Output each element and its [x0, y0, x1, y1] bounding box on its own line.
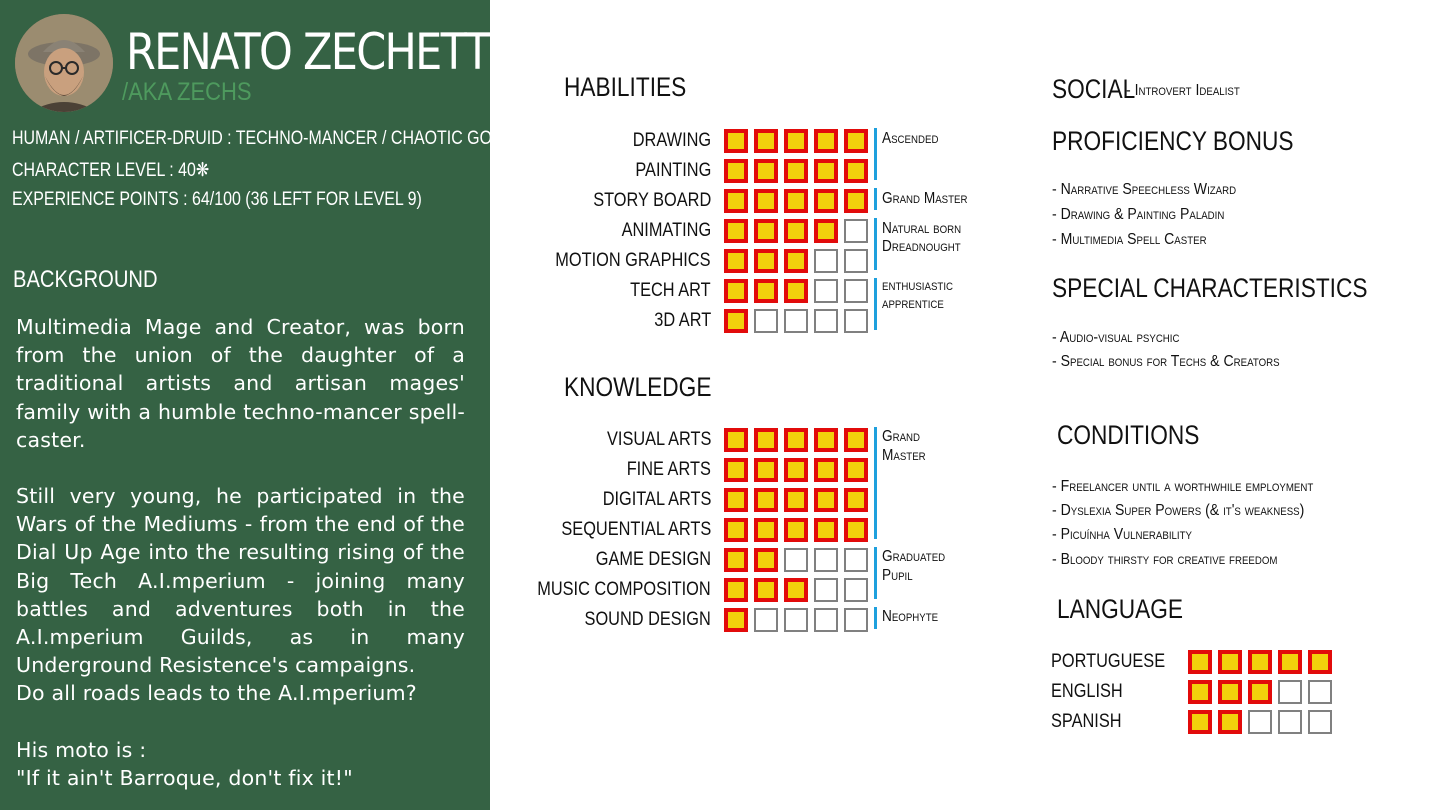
- social-value: - Introvert Idealist: [1126, 82, 1240, 99]
- rating-box-filled: [844, 458, 868, 482]
- language-label: SPANISH: [1051, 711, 1122, 732]
- rating-box-filled: [1188, 650, 1212, 674]
- rating-box-filled: [724, 608, 748, 632]
- rating-box-filled: [784, 578, 808, 602]
- rating-box-filled: [724, 129, 748, 153]
- rating-box-filled: [784, 488, 808, 512]
- conditions-title: CONDITIONS: [1057, 420, 1200, 450]
- rating-box-filled: [784, 279, 808, 303]
- rating-box-filled: [724, 309, 748, 333]
- tier-label: Grand Master: [882, 190, 968, 207]
- rating-box-filled: [724, 249, 748, 273]
- rating-box-empty: [844, 219, 868, 243]
- background-paragraph-2: Still very young, he participated in the Wars of the Mediums - from the end of the Dial Up Age into the resulting rising of the Big Tech A.I.mperium - joining many battles and adventures both in the A.I.mperium Guilds, as in many Underground Resistence's campaigns.: [16, 484, 465, 678]
- background-title: BACKGROUND: [13, 266, 158, 293]
- rating-box-filled: [754, 129, 778, 153]
- background-paragraph-1: Multimedia Mage and Creator, was born from the union of the daughter of a traditional artists and artisan mages' family with a humble techno-mancer spell-caster.: [16, 315, 465, 452]
- rating-box-filled: [724, 548, 748, 572]
- rating-box-filled: [814, 189, 838, 213]
- habilities-rating: [724, 129, 868, 153]
- rating-box-empty: [784, 309, 808, 333]
- knowledge-row: [560, 548, 870, 572]
- rating-box-filled: [754, 219, 778, 243]
- rating-box-empty: [844, 608, 868, 632]
- rating-box-filled: [844, 518, 868, 542]
- condition-item: - Picuínha Vulnerability: [1052, 526, 1192, 543]
- rating-box-empty: [1278, 710, 1302, 734]
- habilities-label: DRAWING: [632, 130, 711, 151]
- character-level: CHARACTER LEVEL : 40❋: [12, 160, 210, 181]
- habilities-rating: [724, 309, 868, 333]
- rating-box-filled: [724, 578, 748, 602]
- rating-box-empty: [784, 548, 808, 572]
- knowledge-rating: [724, 518, 868, 542]
- knowledge-rating: [724, 608, 868, 632]
- knowledge-label: FINE ARTS: [626, 459, 711, 480]
- habilities-rating: [724, 219, 868, 243]
- rating-box-filled: [754, 578, 778, 602]
- tier-label: Graduated: [882, 548, 946, 565]
- language-label: ENGLISH: [1051, 681, 1123, 702]
- language-rating: [1188, 710, 1332, 734]
- habilities-row: [555, 249, 870, 273]
- tier-label: apprentice: [882, 295, 944, 312]
- rating-box-filled: [844, 488, 868, 512]
- rating-box-filled: [724, 518, 748, 542]
- rating-box-filled: [844, 159, 868, 183]
- rating-box-filled: [784, 129, 808, 153]
- habilities-rating: [724, 279, 868, 303]
- tier-label: Neophyte: [882, 608, 939, 625]
- rating-box-empty: [844, 548, 868, 572]
- tier-label: Natural born: [882, 220, 962, 237]
- tier-bracket: [874, 128, 877, 180]
- knowledge-row: [560, 518, 870, 542]
- rating-box-filled: [754, 249, 778, 273]
- knowledge-row: [560, 608, 870, 632]
- tier-bracket: [874, 427, 877, 539]
- rating-box-filled: [724, 279, 748, 303]
- rating-box-filled: [1248, 680, 1272, 704]
- language-rating: [1188, 680, 1332, 704]
- rating-box-filled: [724, 428, 748, 452]
- habilities-row: [560, 159, 870, 183]
- proficiency-title: PROFICIENCY BONUS: [1052, 126, 1294, 156]
- language-row: [1051, 680, 1341, 704]
- knowledge-row: [560, 428, 870, 452]
- tier-bracket: [874, 278, 877, 330]
- rating-box-filled: [784, 458, 808, 482]
- rating-box-empty: [814, 249, 838, 273]
- rating-box-empty: [1248, 710, 1272, 734]
- knowledge-rating: [724, 458, 868, 482]
- background-question: Do all roads leads to the A.I.mperium?: [16, 681, 417, 706]
- rating-box-empty: [754, 309, 778, 333]
- habilities-label: STORY BOARD: [592, 190, 711, 211]
- character-alias: /AKA ZECHS: [122, 78, 252, 106]
- habilities-rating: [724, 159, 868, 183]
- habilities-label: TECH ART: [630, 280, 711, 301]
- rating-box-filled: [754, 458, 778, 482]
- habilities-row: [560, 309, 870, 333]
- rating-box-filled: [784, 219, 808, 243]
- condition-item: - Bloody thirsty for creative freedom: [1052, 551, 1278, 568]
- rating-box-filled: [844, 189, 868, 213]
- rating-box-empty: [814, 309, 838, 333]
- rating-box-filled: [784, 428, 808, 452]
- rating-box-filled: [754, 428, 778, 452]
- habilities-row: [560, 279, 870, 303]
- rating-box-filled: [844, 428, 868, 452]
- rating-box-filled: [1218, 650, 1242, 674]
- rating-box-filled: [1308, 650, 1332, 674]
- proficiency-item: - Narrative Speechless Wizard: [1052, 181, 1237, 198]
- tier-bracket: [874, 547, 877, 599]
- condition-item: - Freelancer until a worthwhile employment: [1052, 478, 1314, 495]
- character-name: RENATO ZECHETTO: [126, 23, 522, 81]
- rating-box-empty: [1308, 710, 1332, 734]
- knowledge-row: [560, 458, 870, 482]
- rating-box-filled: [754, 518, 778, 542]
- rating-box-empty: [814, 608, 838, 632]
- tier-bracket: [874, 218, 877, 270]
- rating-box-filled: [814, 518, 838, 542]
- tier-label: Master: [882, 447, 926, 464]
- rating-box-filled: [724, 159, 748, 183]
- knowledge-title: KNOWLEDGE: [564, 372, 712, 402]
- habilities-label: PAINTING: [635, 160, 711, 181]
- rating-box-filled: [754, 548, 778, 572]
- rating-box-filled: [844, 129, 868, 153]
- tier-bracket: [874, 188, 877, 210]
- knowledge-label: SOUND DESIGN: [584, 609, 711, 630]
- rating-box-filled: [814, 159, 838, 183]
- avatar-photo-icon: [15, 14, 113, 112]
- proficiency-item: - Drawing & Painting Paladin: [1052, 206, 1225, 223]
- special-item: - Audio-visual psychic: [1052, 329, 1180, 346]
- knowledge-row: [560, 488, 870, 512]
- rating-box-empty: [1308, 680, 1332, 704]
- rating-box-filled: [754, 279, 778, 303]
- rating-box-empty: [814, 548, 838, 572]
- race-class: HUMAN / ARTIFICER-DRUID : TECHNO-MANCER / CHAOTIC GOOD: [12, 128, 516, 149]
- habilities-title: HABILITIES: [564, 72, 687, 102]
- rating-box-filled: [724, 488, 748, 512]
- knowledge-label: MUSIC COMPOSITION: [537, 579, 711, 600]
- rating-box-empty: [754, 608, 778, 632]
- rating-box-filled: [724, 458, 748, 482]
- tier-label: Grand: [882, 428, 921, 445]
- special-item: - Special bonus for Techs & Creators: [1052, 353, 1280, 370]
- rating-box-filled: [814, 428, 838, 452]
- habilities-label: MOTION GRAPHICS: [555, 250, 711, 271]
- experience-points: EXPERIENCE POINTS : 64/100 (36 LEFT FOR LEVEL 9): [12, 189, 422, 210]
- language-row: [1051, 710, 1341, 734]
- knowledge-rating: [724, 578, 868, 602]
- rating-box-filled: [1218, 710, 1242, 734]
- rating-box-empty: [844, 309, 868, 333]
- proficiency-item: - Multimedia Spell Caster: [1052, 231, 1207, 248]
- rating-box-empty: [1278, 680, 1302, 704]
- rating-box-empty: [844, 249, 868, 273]
- special-title: SPECIAL CHARACTERISTICS: [1052, 273, 1368, 303]
- habilities-row: [560, 219, 870, 243]
- knowledge-rating: [724, 428, 868, 452]
- rating-box-filled: [1188, 680, 1212, 704]
- knowledge-rating: [724, 548, 868, 572]
- rating-box-empty: [844, 279, 868, 303]
- rating-box-filled: [724, 189, 748, 213]
- habilities-label: 3D ART: [654, 310, 711, 331]
- habilities-rating: [724, 249, 868, 273]
- rating-box-empty: [814, 279, 838, 303]
- language-rating: [1188, 650, 1332, 674]
- knowledge-label: VISUAL ARTS: [606, 429, 711, 450]
- rating-box-filled: [784, 159, 808, 183]
- background-text: [16, 313, 465, 792]
- rating-box-filled: [724, 219, 748, 243]
- language-row: [1051, 650, 1341, 674]
- rating-box-filled: [814, 219, 838, 243]
- language-title: LANGUAGE: [1057, 594, 1184, 624]
- tier-label: Ascended: [882, 130, 939, 147]
- rating-box-filled: [1218, 680, 1242, 704]
- tier-label: enthusiastic: [882, 277, 954, 294]
- knowledge-label: SEQUENTIAL ARTS: [561, 519, 711, 540]
- rating-box-filled: [754, 488, 778, 512]
- moto-text: "If it ain't Barroque, don't fix it!": [16, 765, 353, 790]
- tier-label: Dreadnought: [882, 238, 961, 255]
- tier-bracket: [874, 607, 877, 629]
- rating-box-filled: [754, 159, 778, 183]
- knowledge-rating: [724, 488, 868, 512]
- rating-box-filled: [784, 518, 808, 542]
- rating-box-empty: [844, 578, 868, 602]
- rating-box-empty: [784, 608, 808, 632]
- social-title: SOCIAL: [1052, 74, 1136, 104]
- habilities-label: ANIMATING: [621, 220, 711, 241]
- rating-box-filled: [814, 458, 838, 482]
- habilities-row: [560, 129, 870, 153]
- habilities-rating: [724, 189, 868, 213]
- rating-box-filled: [814, 129, 838, 153]
- character-panel: [0, 0, 522, 810]
- rating-box-filled: [784, 249, 808, 273]
- habilities-row: [560, 189, 870, 213]
- rating-box-filled: [1248, 650, 1272, 674]
- rating-box-empty: [814, 578, 838, 602]
- knowledge-label: GAME DESIGN: [595, 549, 711, 570]
- rating-box-filled: [1188, 710, 1212, 734]
- rating-box-filled: [1278, 650, 1302, 674]
- condition-item: - Dyslexia Super Powers (& it's weakness): [1052, 502, 1305, 519]
- knowledge-row: [537, 578, 870, 602]
- rating-box-filled: [814, 488, 838, 512]
- language-label: PORTUGUESE: [1051, 651, 1166, 672]
- tier-label: Pupil: [882, 567, 913, 584]
- moto-label: His moto is :: [16, 737, 147, 762]
- rating-box-filled: [784, 189, 808, 213]
- knowledge-label: DIGITAL ARTS: [602, 489, 711, 510]
- rating-box-filled: [754, 189, 778, 213]
